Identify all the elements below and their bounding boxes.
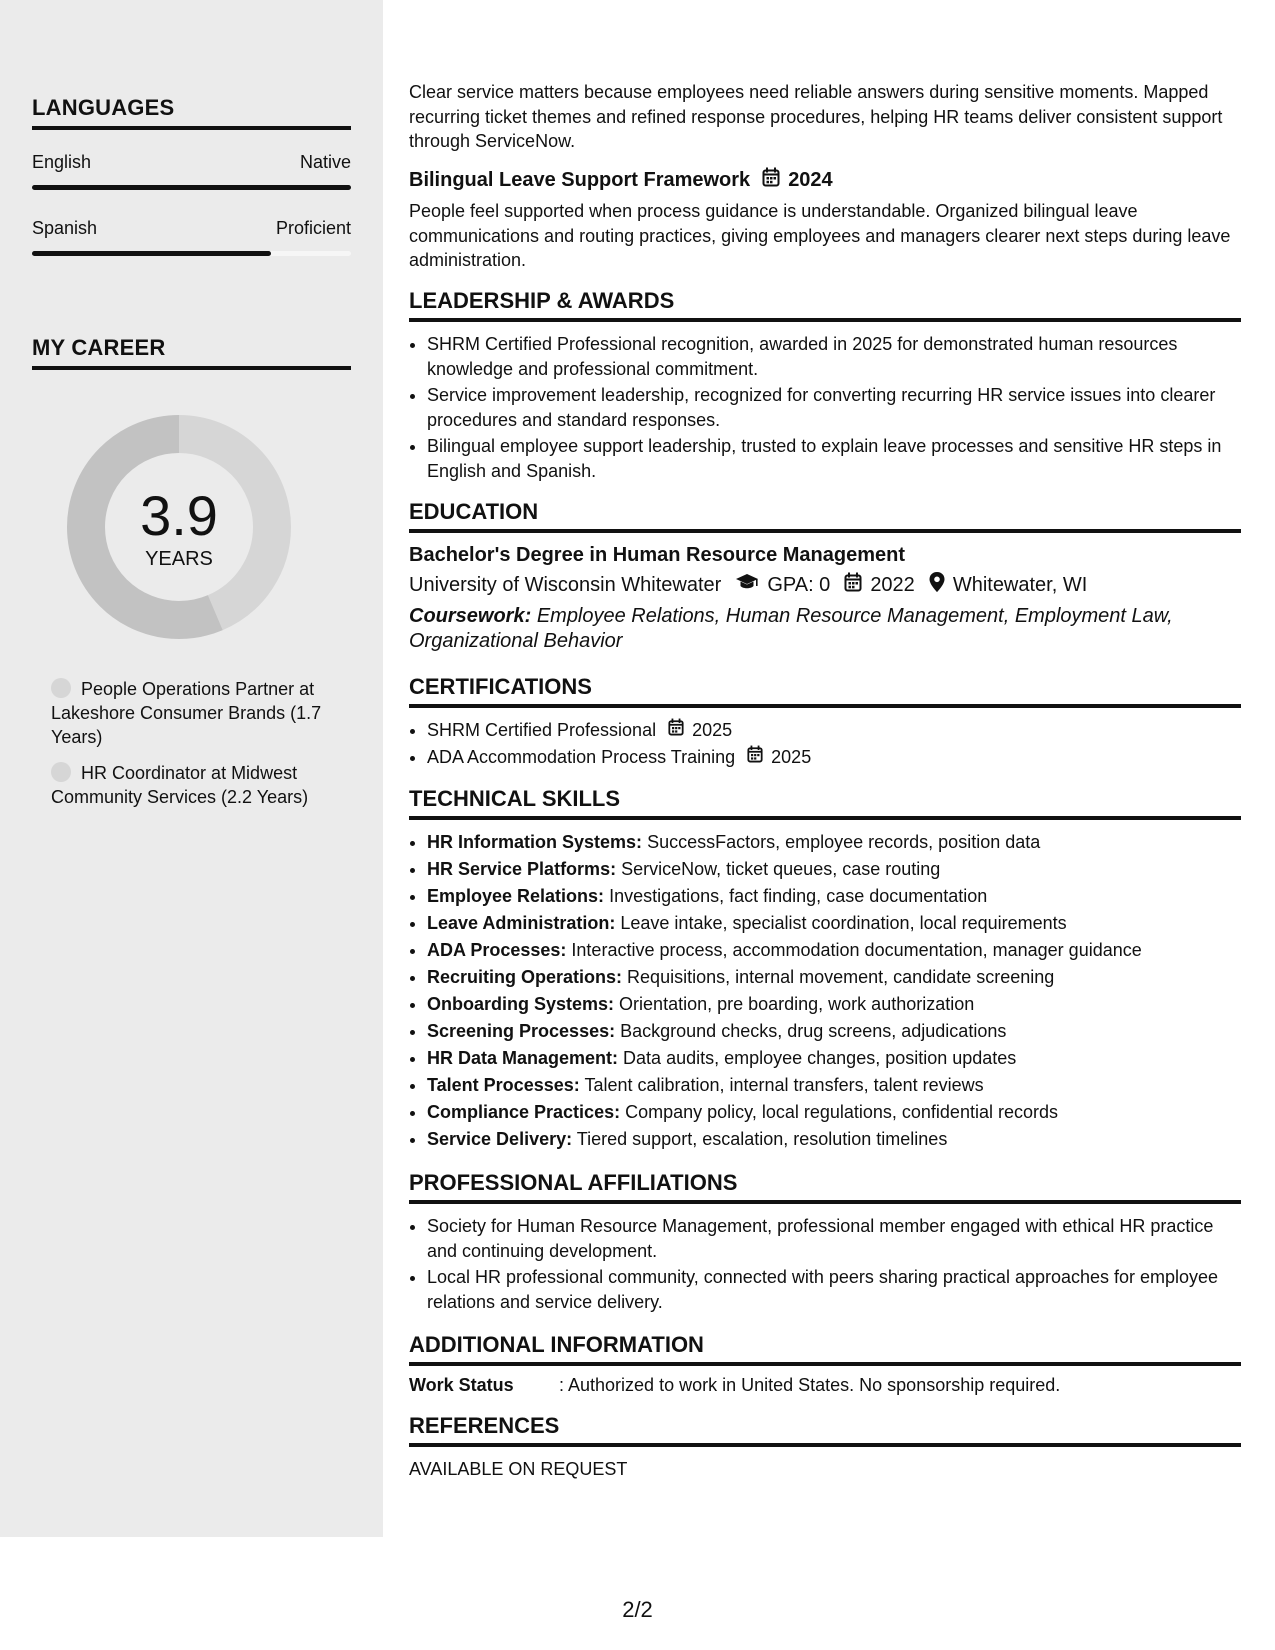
language-name: English bbox=[32, 152, 92, 172]
career-item bbox=[51, 677, 351, 749]
languages-heading: LANGUAGES bbox=[32, 95, 351, 130]
calendar-icon bbox=[762, 167, 780, 193]
skill-label: Screening Processes: bbox=[427, 1021, 616, 1041]
education-section bbox=[409, 499, 1241, 654]
project-year: 2024 bbox=[788, 168, 833, 191]
skill-label: Recruiting Operations: bbox=[427, 967, 623, 987]
skill-item bbox=[427, 965, 1241, 990]
school-location: Whitewater, WI bbox=[952, 573, 1088, 596]
certification-item bbox=[427, 745, 1241, 770]
career-total-unit: YEARS bbox=[145, 547, 213, 570]
certifications-heading: CERTIFICATIONS bbox=[409, 674, 1241, 708]
coursework-list: Employee Relations, Human Resource Management, Employment Law, Organizational Behavior bbox=[409, 605, 1173, 652]
skill-label: Leave Administration: bbox=[427, 913, 616, 933]
experience-paragraph: Clear service matters because employees need reliable answers during sensitive moments. Mapped recurring ticket themes and refined response procedures, helping HR teams deliver consistent support through ServiceNow. bbox=[409, 82, 1223, 151]
list-item: • Society for Human Resource Management, professional member engaged with ethical HR practice and continuing development. bbox=[427, 1214, 1241, 1263]
career-dot-icon bbox=[51, 678, 71, 698]
list-item: • Local HR professional community, connected with peers sharing practical approaches for employee relations and service delivery. bbox=[427, 1265, 1241, 1314]
skill-value: Tiered support, escalation, resolution timelines bbox=[576, 1129, 948, 1149]
skill-item bbox=[427, 1100, 1241, 1125]
degree-title: Bachelor's Degree in Human Resource Management bbox=[409, 544, 906, 566]
career-total-value: 3.9 bbox=[140, 483, 218, 547]
coursework bbox=[409, 604, 1241, 654]
references-section bbox=[409, 1413, 1241, 1480]
skill-item bbox=[427, 992, 1241, 1017]
certification-item bbox=[427, 718, 1241, 743]
skill-item bbox=[427, 911, 1241, 936]
location-pin-icon bbox=[929, 572, 945, 598]
skill-label: Talent Processes: bbox=[427, 1075, 580, 1095]
skill-value: Leave intake, specialist coordination, local requirements bbox=[620, 913, 1067, 933]
affiliations-heading: PROFESSIONAL AFFILIATIONS bbox=[409, 1170, 1241, 1204]
education-heading: EDUCATION bbox=[409, 499, 1241, 533]
language-spanish bbox=[32, 218, 351, 256]
project-description: People feel supported when process guidance is understandable. Organized bilingual leave communications and routing practices, giving employees and managers clearer next steps during leave administration. bbox=[409, 201, 1231, 270]
leadership-heading: LEADERSHIP & AWARDS bbox=[409, 288, 1241, 322]
project-title: Bilingual Leave Support Framework bbox=[409, 168, 751, 191]
skill-value: Interactive process, accommodation documentation, manager guidance bbox=[571, 940, 1142, 960]
skill-label: Service Delivery: bbox=[427, 1129, 573, 1149]
leadership-list bbox=[409, 332, 1241, 483]
calendar-icon bbox=[747, 745, 763, 770]
certifications-section bbox=[409, 674, 1241, 771]
career-item-text: People Operations Partner at Lakeshore Consumer Brands (1.7 Years) bbox=[51, 679, 322, 747]
career-item bbox=[51, 761, 351, 809]
skill-item bbox=[427, 1019, 1241, 1044]
additional-heading: ADDITIONAL INFORMATION bbox=[409, 1332, 1241, 1366]
language-english bbox=[32, 152, 351, 190]
project-entry bbox=[409, 167, 1241, 273]
skill-item bbox=[427, 1073, 1241, 1098]
skill-value: Data audits, employee changes, position updates bbox=[623, 1048, 1017, 1068]
calendar-icon bbox=[844, 572, 862, 598]
work-status-label: Work Status bbox=[409, 1375, 514, 1395]
skill-item bbox=[427, 1046, 1241, 1071]
page-number: 2/2 bbox=[622, 1597, 653, 1622]
certification-name: • SHRM Certified Professional bbox=[427, 720, 657, 740]
calendar-icon bbox=[668, 718, 684, 743]
skill-label: HR Service Platforms: bbox=[427, 859, 617, 879]
career-heading: MY CAREER bbox=[32, 335, 351, 370]
skill-value: Orientation, pre boarding, work authorization bbox=[619, 994, 975, 1014]
affiliations-list bbox=[409, 1214, 1241, 1314]
school-name: University of Wisconsin Whitewater bbox=[409, 573, 722, 596]
language-level: Proficient bbox=[275, 218, 351, 238]
skills-list bbox=[409, 830, 1241, 1152]
skill-value: SuccessFactors, employee records, position data bbox=[647, 832, 1041, 852]
skill-label: Compliance Practices: bbox=[427, 1102, 621, 1122]
list-item: • SHRM Certified Professional recognition, awarded in 2025 for demonstrated human resources knowledge and professional commitment. bbox=[427, 332, 1241, 381]
leadership-section bbox=[409, 288, 1241, 485]
skill-value: Talent calibration, internal transfers, talent reviews bbox=[584, 1075, 984, 1095]
language-bar bbox=[32, 185, 351, 190]
language-bar bbox=[32, 251, 351, 256]
gpa: GPA: 0 bbox=[767, 573, 831, 596]
career-section bbox=[32, 335, 351, 370]
certification-name: • ADA Accommodation Process Training bbox=[427, 746, 736, 767]
language-name: Spanish bbox=[32, 218, 98, 238]
skill-value: Investigations, fact finding, case documentation bbox=[609, 886, 988, 906]
skill-label: Onboarding Systems: bbox=[427, 994, 615, 1014]
affiliations-section bbox=[409, 1170, 1241, 1316]
skill-label: HR Data Management: bbox=[427, 1048, 619, 1068]
languages-section bbox=[32, 95, 351, 256]
list-item: • Service improvement leadership, recognized for converting recurring HR service issues into clearer procedures and standard responses. bbox=[427, 383, 1241, 432]
references-heading: REFERENCES bbox=[409, 1413, 1241, 1447]
skill-value: Company policy, local regulations, confidential records bbox=[625, 1102, 1058, 1122]
skills-section bbox=[409, 786, 1241, 1154]
sidebar bbox=[0, 0, 383, 1537]
skills-heading: TECHNICAL SKILLS bbox=[409, 786, 1241, 820]
additional-section bbox=[409, 1332, 1241, 1396]
certification-year: 2025 bbox=[771, 746, 812, 767]
work-status-value: : Authorized to work in United States. No sponsorship required. bbox=[559, 1375, 1061, 1395]
references-text: AVAILABLE ON REQUEST bbox=[409, 1459, 628, 1479]
skill-label: ADA Processes: bbox=[427, 940, 567, 960]
skill-item bbox=[427, 830, 1241, 855]
skill-value: Background checks, drug screens, adjudications bbox=[620, 1021, 1007, 1041]
career-donut bbox=[66, 414, 292, 640]
certifications-list bbox=[409, 718, 1241, 769]
skill-item bbox=[427, 938, 1241, 963]
language-bar-fill bbox=[32, 251, 271, 256]
skill-item bbox=[427, 1127, 1241, 1152]
list-item: • Bilingual employee support leadership, trusted to explain leave processes and sensitive HR steps in English and Spanish. bbox=[427, 434, 1241, 483]
career-list bbox=[32, 677, 351, 821]
skill-label: Employee Relations: bbox=[427, 886, 605, 906]
career-item-text: HR Coordinator at Midwest Community Services (2.2 Years) bbox=[51, 763, 309, 807]
graduation-cap-icon bbox=[735, 573, 759, 597]
skill-value: ServiceNow, ticket queues, case routing bbox=[621, 859, 941, 879]
graduation-year: 2022 bbox=[870, 573, 915, 596]
skill-item bbox=[427, 857, 1241, 882]
skill-value: Requisitions, internal movement, candidate screening bbox=[627, 967, 1055, 987]
certification-year: 2025 bbox=[692, 720, 733, 740]
coursework-label: Coursework: bbox=[409, 605, 532, 627]
language-bar-fill bbox=[32, 185, 351, 190]
skill-item bbox=[427, 884, 1241, 909]
skill-label: HR Information Systems: bbox=[427, 832, 643, 852]
career-dot-icon bbox=[51, 762, 71, 782]
language-level: Native bbox=[299, 152, 351, 172]
